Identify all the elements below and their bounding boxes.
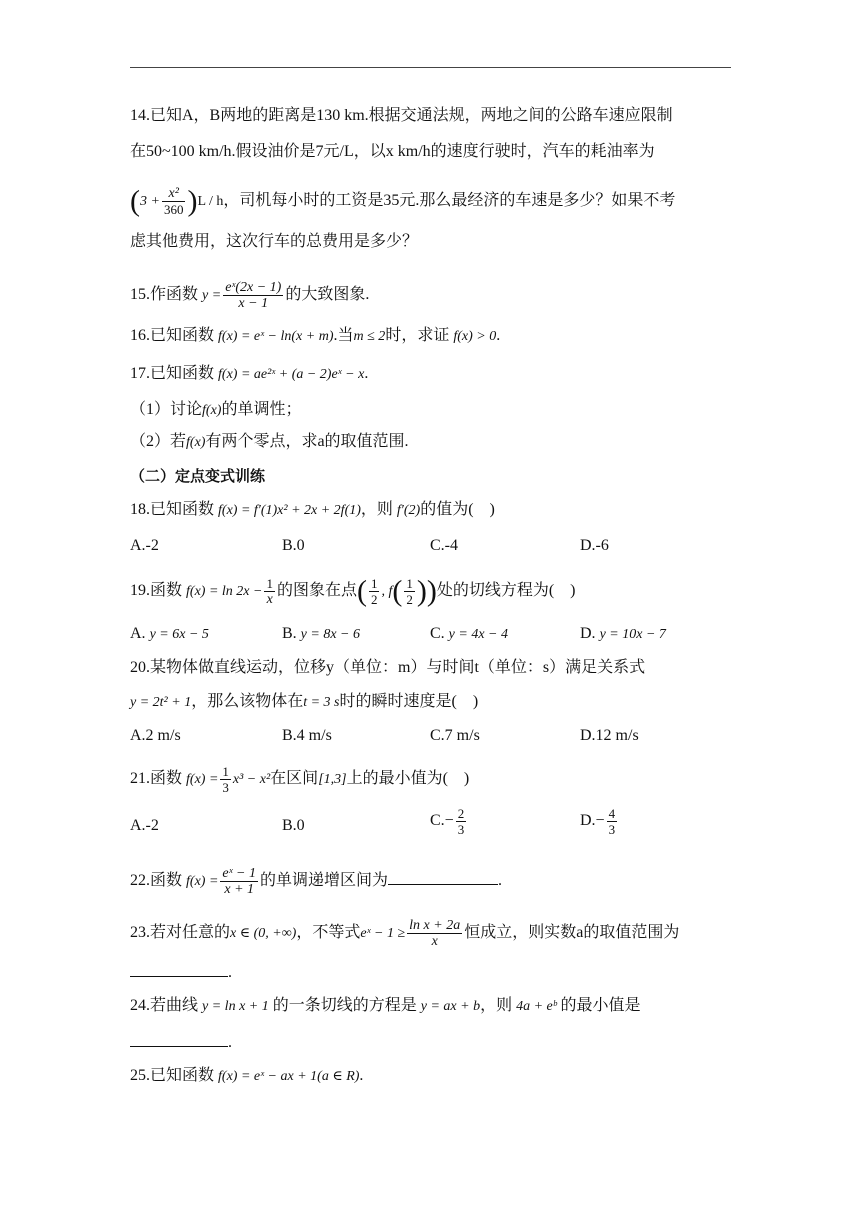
- q14-line-3: (3 + $\frac{\text{x²}}{360}$ )L / h，司机每小时的工资是35元.那么最经济的车速是多少？如果不考: [130, 184, 676, 218]
- q20-option-a[interactable]: A.2 m/s: [130, 727, 181, 744]
- q21-option-b[interactable]: B.0: [282, 817, 305, 834]
- q19: 19.函数 f(x) = ln 2x − $\frac{1}{x}$ 的图象在点( $\frac{1}{2}$ , f( $\frac{1}{2}$ ))处的切线方程为( ): [130, 574, 576, 608]
- q19-option-b[interactable]: B. y = 8x − 6: [282, 625, 360, 642]
- q18-option-c[interactable]: C.-4: [430, 537, 458, 554]
- q20-option-c[interactable]: C.7 m/s: [430, 727, 480, 744]
- q14-line-1: 14.已知A，B两地的距离是130 km.根据交通法规，两地之间的公路车速应限制: [130, 107, 673, 124]
- q21-option-c[interactable]: C.− $\frac{2}{3}$: [430, 806, 465, 837]
- section-heading: （二）定点变式训练: [130, 467, 266, 485]
- q14-fraction: $\frac{\text{x²}}{360}$: [163, 186, 184, 217]
- q14-line-4: 虑其他费用，这次行车的总费用是多少？: [130, 233, 419, 250]
- q14-expr-pre: 3 +: [140, 194, 160, 210]
- q21-option-a[interactable]: A.-2: [130, 817, 159, 834]
- q17: 17.已知函数 f(x) = ae²ˣ + (a − 2)eˣ − x.: [130, 365, 369, 382]
- q20-option-b[interactable]: B.4 m/s: [282, 727, 332, 744]
- q19-point-x: $\frac{1}{2}$: [370, 576, 378, 607]
- q16: 16.已知函数 f(x) = eˣ − ln(x + m).当m ≤ 2时，求证 f(x) > 0.: [130, 327, 501, 344]
- q18-option-a[interactable]: A.-2: [130, 537, 159, 554]
- q24-answer-line: .: [130, 1032, 232, 1053]
- q14-line-2: 在50~100 km/h.假设油价是7元/L，以x km/h的速度行驶时，汽车的耗油率为: [130, 143, 655, 160]
- q20-line-2: y = 2t² + 1，那么该物体在t = 3 s时的瞬时速度是( ): [130, 693, 479, 710]
- q14-line-3-text: ，司机每小时的工资是35元.那么最经济的车速是多少？如果不考: [223, 192, 676, 210]
- q17-part-1: （1）讨论f(x)的单调性；: [130, 401, 302, 418]
- q24: 24.若曲线 y = ln x + 1 的一条切线的方程是 y = ax + b，则 4a + eᵇ 的最小值是: [130, 997, 641, 1014]
- q21: 21.函数 f(x) = $\frac{1}{3}$ x³ − x²在区间[1,3]上的最小值为( ): [130, 764, 470, 795]
- q21-option-d[interactable]: D.− $\frac{4}{3}$: [580, 806, 616, 837]
- q22-fraction: $\frac{\text{eˣ − 1}}{x + 1}$: [222, 866, 257, 897]
- header-rule: [130, 67, 731, 68]
- q19-point-arg: $\frac{1}{2}$: [406, 576, 413, 607]
- q23-answer-line: .: [130, 962, 232, 983]
- q18-option-b[interactable]: B.0: [282, 537, 305, 554]
- q19-fraction: $\frac{1}{x}$: [266, 576, 273, 607]
- q23-fraction: $\frac{\text{ln x + 2a}}{x}$: [409, 918, 461, 949]
- q20-option-d[interactable]: D.12 m/s: [580, 727, 639, 744]
- q22-answer-blank[interactable]: [388, 870, 498, 885]
- q18-option-d[interactable]: D.-6: [580, 537, 609, 554]
- q23-answer-blank[interactable]: [130, 962, 228, 977]
- q25: 25.已知函数 f(x) = eˣ − ax + 1(a ∈ R).: [130, 1067, 364, 1084]
- q21-fraction: $\frac{1}{3}$: [222, 764, 229, 795]
- q19-option-a[interactable]: A. y = 6x − 5: [130, 625, 209, 642]
- q20-line-1: 20.某物体做直线运动，位移y（单位：m）与时间t（单位：s）满足关系式: [130, 659, 646, 676]
- q24-answer-blank[interactable]: [130, 1032, 228, 1047]
- q23: 23.若对任意的x ∈ (0, +∞)，不等式eˣ − 1 ≥ $\frac{\text{ln x + 2a}}{x}$ 恒成立，则实数a的取值范围为: [130, 918, 680, 949]
- q19-option-d[interactable]: D. y = 10x − 7: [580, 625, 666, 642]
- q14-unit: L / h: [197, 194, 224, 210]
- q17-part-2: （2）若f(x)有两个零点，求a的取值范围.: [130, 433, 409, 450]
- q15: 15.作函数 y = $\frac{\text{eˣ(2x − 1)}}{x - 1}$ 的大致图象.: [130, 280, 370, 311]
- q22: 22.函数 f(x) = $\frac{\text{eˣ − 1}}{x + 1}$ 的单调递增区间为 .: [130, 866, 503, 897]
- q15-fraction: $\frac{\text{eˣ(2x − 1)}}{x - 1}$: [225, 280, 282, 311]
- q19-option-c[interactable]: C. y = 4x − 4: [430, 625, 508, 642]
- q18: 18.已知函数 f(x) = f′(1)x² + 2x + 2f(1)，则 f′(2)的值为( ): [130, 501, 495, 518]
